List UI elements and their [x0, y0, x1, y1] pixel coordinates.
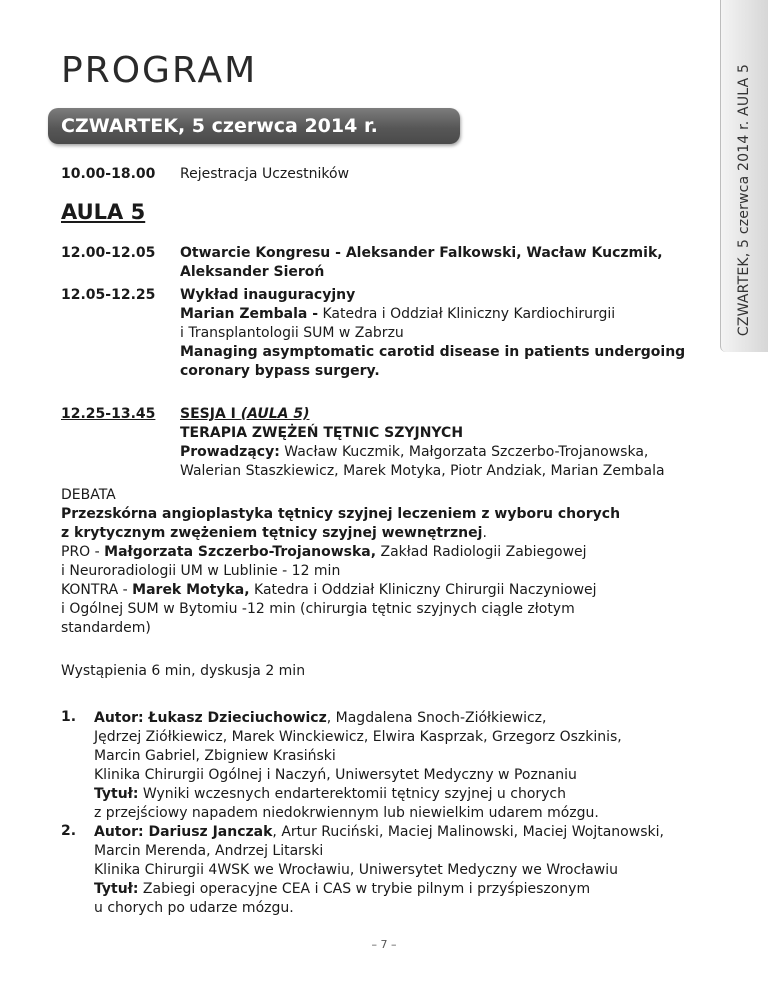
presentation-authors-2: Marcin Merenda, Andrzej Litarski: [94, 843, 324, 859]
debate-kontra-affil-2: i Ogólnej SUM w Bytomiu -12 min (chirurgia tętnic szyjnych ciągle złotym: [61, 601, 575, 617]
debate-kontra-line: [61, 581, 721, 600]
presentation-authors-line: [94, 709, 724, 728]
presentation-institution: Klinika Chirurgii Ogólnej i Naczyń, Uniwersytet Medyczny w Poznaniu: [94, 767, 577, 783]
presentation-lead-author: Autor: Dariusz Janczak: [94, 824, 273, 840]
presentation-institution: Klinika Chirurgii 4WSK we Wrocławiu, Uniwersytet Medyczny we Wrocławiu: [94, 862, 618, 878]
opening-time: 12.00-12.05: [61, 245, 156, 261]
presentation-title-1: Wyniki wczesnych endarterektomii tętnicy szyjnej u chorych: [138, 786, 566, 802]
session-chairs-1: Wacław Kuczmik, Małgorzata Szczerbo-Trojanowska,: [279, 444, 649, 460]
lecture-topic-2: coronary bypass surgery.: [180, 363, 380, 379]
session-chairs-line: [180, 443, 710, 462]
presentation-number: 2.: [61, 823, 77, 839]
lecture-speaker-line: [180, 305, 710, 324]
lecture-affiliation-1: Katedra i Oddział Kliniczny Kardiochirurgii: [318, 306, 616, 322]
session-chairs-label: Prowadzący:: [180, 444, 280, 460]
debate-kontra-affil-1: Katedra i Oddział Kliniczny Chirurgii Naczyniowej: [249, 582, 597, 598]
presentation-authors-line: [94, 823, 724, 842]
debate-kontra-prefix: KONTRA -: [61, 582, 133, 598]
presentation-title-2: z przejściowy napadem niedokrwiennym lub niewielkim udarem mózgu.: [94, 805, 599, 821]
opening-line-1: Otwarcie Kongresu - Aleksander Falkowski, Wacław Kuczmik,: [180, 245, 663, 261]
debate-pro-prefix: PRO -: [61, 544, 105, 560]
presentation-title-line: [94, 785, 724, 804]
session-chairs-2: Walerian Staszkiewicz, Marek Motyka, Piotr Andziak, Marian Zembala: [180, 463, 665, 479]
debate-topic-2: z krytycznym zwężeniem tętnicy szyjnej wewnętrznej: [61, 525, 483, 541]
debate-kontra-affil-3: standardem): [61, 620, 151, 636]
presentation-title-1: Zabiegi operacyjne CEA i CAS w trybie pilnym i przyśpieszonym: [138, 881, 591, 897]
presentation-authors-2: Jędrzej Ziółkiewicz, Marek Winckiewicz, Elwira Kasprzak, Grzegorz Oszkinis,: [94, 729, 622, 745]
debate-pro-line: [61, 543, 721, 562]
presentation-title-label: Tytuł:: [94, 881, 139, 897]
debate-kontra-name: Marek Motyka,: [132, 582, 250, 598]
presentation-number: 1.: [61, 709, 77, 725]
presentation-title-2: u chorych po udarze mózgu.: [94, 900, 294, 916]
presentation-item: [94, 709, 724, 823]
registration-time: 10.00-18.00: [61, 166, 156, 182]
day-banner: CZWARTEK, 5 czerwca 2014 r.: [48, 108, 460, 144]
presentation-title-line: [94, 880, 724, 899]
debate-topic-2-end: .: [482, 525, 487, 541]
lecture-affiliation-2: i Transplantologii SUM w Zabrzu: [180, 325, 404, 341]
lecture-title: Wykład inauguracyjny: [180, 287, 356, 303]
session-label-line: [180, 405, 710, 424]
debate-topic-1: Przezskórna angioplastyka tętnicy szyjnej leczeniem z wyboru chorych: [61, 506, 621, 522]
aula-heading: AULA 5: [61, 200, 146, 224]
presentation-authors-3: Marcin Gabriel, Zbigniew Krasiński: [94, 748, 336, 764]
lecture-speaker: Marian Zembala -: [180, 306, 319, 322]
presentation-authors-1: , Artur Ruciński, Maciej Malinowski, Maciej Wojtanowski,: [272, 824, 664, 840]
registration-text: Rejestracja Uczestników: [180, 166, 350, 182]
lecture-topic-1: Managing asymptomatic carotid disease in patients undergoing: [180, 344, 686, 360]
side-tab-label: CZWARTEK, 5 czerwca 2014 r. AULA 5: [736, 63, 752, 337]
presentation-lead-author: Autor: Łukasz Dzieciuchowicz: [94, 710, 327, 726]
debate-pro-affil-2: i Neuroradiologii UM w Lublinie - 12 min: [61, 563, 341, 579]
debate-label: DEBATA: [61, 487, 116, 503]
timing-note: Wystąpienia 6 min, dyskusja 2 min: [61, 663, 306, 679]
session-label: SESJA I: [180, 406, 241, 422]
opening-line-2: Aleksander Sieroń: [180, 264, 325, 280]
session-label-aula: (AULA 5): [240, 406, 310, 422]
presentation-authors-1: , Magdalena Snoch-Ziółkiewicz,: [326, 710, 547, 726]
page-number: – 7 –: [371, 938, 397, 951]
opening-text: [180, 244, 710, 282]
debate-topic-2-line: [61, 524, 721, 543]
presentation-title-label: Tytuł:: [94, 786, 139, 802]
lecture-block: [180, 286, 710, 381]
lecture-time: 12.05-12.25: [61, 287, 156, 303]
debate-pro-name: Małgorzata Szczerbo-Trojanowska,: [104, 544, 377, 560]
session-time: 12.25-13.45: [61, 406, 156, 422]
presentation-item: [94, 823, 724, 918]
debate-pro-affil-1: Zakład Radiologii Zabiegowej: [376, 544, 587, 560]
debate-block: [61, 486, 721, 638]
page-title: PROGRAM: [61, 50, 258, 91]
session-name: TERAPIA ZWĘŻEŃ TĘTNIC SZYJNYCH: [180, 425, 464, 441]
session-block: [180, 405, 710, 481]
